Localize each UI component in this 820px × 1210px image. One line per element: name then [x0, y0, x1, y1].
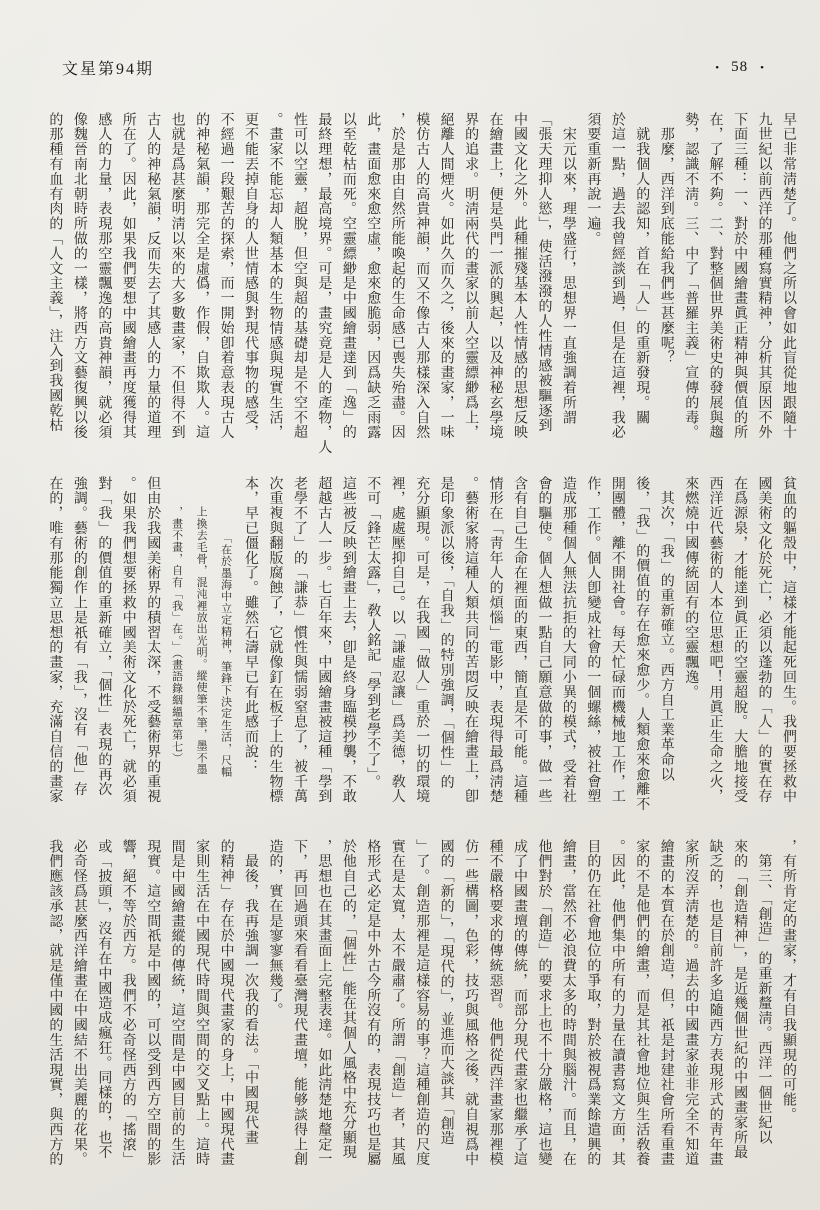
text-column: 其次，「我」的重新確立。西方自工業革命以	[658, 476, 674, 782]
journal-title: 文星第94期	[62, 61, 155, 78]
text-column: 格形式必定是中外古今所沒有的，表現技巧也是屬	[365, 839, 381, 1167]
text-column: 開團體，離不開社會。每天忙碌而機械地工作，工	[609, 476, 625, 804]
text-column: 的精神」存在於中國現代畫家的身上，中國現代畫	[218, 839, 234, 1167]
text-column: 在的，唯有那能獨立思想的畫家，充滿自信的畫家	[47, 476, 63, 804]
text-column: 這些被反映到繪畫上去，卽是終身臨模抄襲，不敢	[340, 476, 356, 804]
text-column: 或「披頭」，沒有在中國造成瘋狂。同樣的，也不	[96, 839, 112, 1160]
text-column: 間是中國繪畫縱的傳統，這空間是中國目前的生活	[169, 839, 185, 1167]
page-header	[62, 56, 770, 79]
text-column: 超越古人一步。七百年來，中國繪畫被這種「學到	[316, 476, 332, 804]
text-column: 家的不是他們的繪畫，而是其社會地位與生活敎養	[634, 839, 650, 1167]
text-column: 上換去毛骨，混沌裡放出光明。縱使筆不筆，墨不墨	[195, 506, 208, 776]
text-column: 早已非常淸楚了。他們之所以會如此盲從地跟隨十	[781, 112, 796, 440]
text-column: 次重複與翻版腐蝕了，它就像釘在板子上的生物標	[267, 476, 283, 804]
text-column: 下面三種：一、對於中國繪畫眞正精神與價值的所	[732, 112, 748, 440]
text-column: 老學不了」的「謙恭」慣性與懦弱窒息了，被千萬	[291, 476, 307, 804]
text-column: 作，工作。個人卽變成社會的一個螺絲，被社會塑	[585, 476, 601, 804]
text-column: 的那種有血有肉的「人文主義」，注入到我國乾枯	[47, 112, 63, 433]
text-column: 裡，處處壓抑自己。以「謙虛忍讓」爲美德，敎人	[389, 476, 405, 804]
text-column: 在繪畫上，便是吳門一派的興起，以及神秘玄學境	[487, 112, 503, 440]
text-column: 必奇怪爲甚麼西洋繪畫在中國結不出美麗的花果。	[71, 839, 87, 1167]
text-column: 含有自己生命在裡面的東西，簡直是不可能。這種	[512, 476, 528, 804]
text-column: 情形在「靑年人的煩惱」電影中，表現得最爲淸楚	[487, 476, 503, 804]
text-column: 也就是爲甚麼明淸以來的大多數畫家，不但得不到	[169, 112, 185, 440]
text-column: 但由於我國美術界的積習太深，不受藝術界的重視	[145, 476, 161, 804]
text-column: 須要重新再說一遍。	[585, 112, 601, 247]
text-column: 家所沒弄淸楚的。過去的中國畫家並非完全不知道	[683, 839, 699, 1167]
text-column: 「張天理抑人慾」，使活潑潑的人性情感被驅逐到	[536, 112, 552, 433]
text-column: 。因此，他們集中所有的力量在讀書寫文方面，其	[609, 839, 625, 1167]
text-column: 感人的力量，表現那空靈飄逸的高貴神韻，就必須	[96, 112, 112, 440]
text-column: 會的驅使。個人想做一點自己願意做的事，做一些	[536, 476, 552, 804]
text-column: 不可「鋒芒太露」，敎人銘記「學到老學不了」。	[365, 476, 381, 790]
text-column: 於他自己的，「個性」能在其個人風格中充分顯現	[340, 839, 356, 1160]
text-column: 目的仍在社會地位的爭取，對於被視爲業餘遣興的	[585, 839, 601, 1167]
text-column: 所在了。因此，如果我們要想中國繪畫再度獲得其	[120, 112, 136, 440]
text-column: 性可以空靈，超脫，但空與超的基礎却是不空不超	[291, 112, 307, 440]
text-column: 國美術文化於死亡，必須以蓬勃的「人」的實在存	[756, 476, 772, 804]
page-number-dot-right: •	[760, 61, 764, 74]
text-column: 本，早已僵化了。雖然石濤早已有此感而說：	[243, 476, 259, 774]
text-column: 在爲源泉，才能達到眞正的空靈超脫。大膽地接受	[732, 476, 748, 804]
text-column: 模仿古人的高貴神韻，而又不像古人那樣深入自然	[414, 112, 430, 440]
text-column: 來燃燒中國傳統固有的空靈飄逸。	[683, 476, 699, 700]
text-column: 此，畫面愈來愈空虛，愈來愈脆弱，因爲缺乏雨露	[365, 112, 381, 440]
text-column: 他們對於「創造」的要求上也不十分嚴格，這也變	[536, 839, 552, 1167]
text-column: 那麼，西洋到底能給我們些甚麼呢？	[658, 112, 674, 366]
text-column: 的神秘氣韻，那完全是虛僞，作假，自欺欺人。這	[194, 112, 210, 440]
text-column: 國的「新的」，「現代的」，並進而大談其「創造	[438, 839, 454, 1146]
page-number: 58	[731, 59, 749, 75]
text-column: 實在是太寬，太不嚴肅了。所謂「創造」者，其風	[389, 839, 405, 1167]
text-column: 響，絕不等於西方。我們不必奇怪西方的「搖滾」	[120, 839, 136, 1167]
text-column: 第三、「創造」的重新釐淸。西洋一個世紀以	[756, 839, 772, 1145]
text-column: 。藝術家將這種人類共同的苦悶反映在繪畫上，卽	[463, 476, 479, 804]
text-column: 現實。這空間祇是中國的，可以受到西方空間的影	[145, 839, 161, 1167]
text-column: 中國文化之外。此種摧殘基本人性情感的思想反映	[512, 112, 528, 440]
text-column: 對「我」的價值的重新確立，「個性」表現的再次	[96, 476, 112, 797]
text-column: 於這一點，過去我曾經談到過，但是在這裡，我必	[609, 112, 625, 440]
text-column: 宋元以來，理學盛行，思想界一直強調着所謂	[560, 112, 576, 425]
text-column: ，畫不畫，自有「我」在。」（畫語錄絪縕章第七）	[170, 506, 183, 765]
text-column: 造成那種個人無法抗拒的大同小異的模式，受着社	[560, 476, 576, 804]
text-column: 在，了解不夠。二、對整個世界美術史的發展與趨	[707, 112, 723, 440]
text-column: 是印象派以後，「自我」的特別強調，「個性」的	[438, 476, 454, 790]
text-column: 九世紀以前西洋的那種寫實精神，分析其原因不外	[756, 112, 772, 440]
text-column: 」了。創造那裡是這樣容易的事？這種創造的尺度	[414, 839, 430, 1167]
text-column: 缺乏的，也是目前許多追隨西方表現形式的靑年畫	[707, 839, 723, 1167]
text-column: 造的，實在是寥寥無幾了。	[267, 839, 283, 1018]
text-column: 絕離人間煙火。如此久而久之，後來的畫家，一味	[438, 112, 454, 440]
text-column: 種不嚴格要求的傳統惡習。他們從西洋畫家那裡模	[487, 839, 503, 1167]
text-band-bottom	[42, 839, 800, 1173]
text-column: 下，再回過頭來看看臺灣現代畫壇，能够談得上創	[291, 839, 307, 1167]
text-column: 成了中國畫壇的傳統，而部分現代畫家也繼承了這	[512, 839, 528, 1167]
text-column: 後，「我」的價值的存在愈來愈少。人類愈來愈離不	[634, 476, 650, 812]
text-column: 最後，我再強調一次我的看法。「中國現代畫	[243, 839, 259, 1145]
text-column: 充分顯現。可是，在我國「做人」重於一切的環境	[414, 476, 430, 804]
text-column: 來的「創造精神」，是近幾個世紀的中國畫家所最	[732, 839, 748, 1160]
text-column: ，有所肯定的畫家，才有自我顯現的可能。	[781, 839, 796, 1123]
text-column: 就我個人的認知，首在「人」的重新發現。關	[634, 112, 650, 425]
text-band-middle	[42, 476, 800, 810]
text-column: 古人的神秘氣韻，反而失去了其感人的力量的道理	[145, 112, 161, 440]
text-band-top	[42, 112, 800, 455]
text-column: 。畫家不能忘却人類基本的生物情感與現實生活，	[267, 112, 283, 440]
text-column: 界的追求。明淸兩代的畫家以前人空靈縹緲爲上，	[463, 112, 479, 440]
text-column: 強調。藝術的創作上是祇有「我」，沒有「他」存	[71, 476, 87, 797]
text-column: 以至乾枯而死。空靈縹緲是中國繪畫達到「逸」的	[340, 112, 356, 440]
text-column: 不經過一段艱苦的探索，而一開始卽着意表現古人	[218, 112, 234, 440]
text-column: 西洋近代藝術的人本位思想吧！用眞正生命之火，	[707, 476, 723, 804]
text-column: 勢，認識不淸。三、中了「普羅主義」宣傳的毒。	[683, 112, 699, 440]
text-column: 像魏晉南北朝時所做的一樣，將西方文藝復興以後	[71, 112, 87, 440]
text-column: ，於是那由自然所能喚起的生命感已喪失殆盡。因	[389, 112, 405, 440]
page-number-dot-left: •	[715, 61, 720, 74]
text-column: 最終理想，最高境界。可是，畫究竟是人的產物，人	[316, 112, 332, 455]
text-column: 。如果我們想要拯救中國美術文化於死亡，就必須	[120, 476, 136, 804]
text-column: 更不能丟掉自身的人世情感與對現代事物的感受，	[243, 112, 259, 440]
text-column: 貧血的軀殼中，這樣才能起死回生。我們要拯救中	[781, 476, 796, 804]
text-column: 「在於墨海中立定精神，筆鋒下決定生活，尺幅	[219, 532, 232, 778]
text-column: 家則生活在中國現代時間與空間的交叉點上。這時	[194, 839, 210, 1167]
text-column: 繪畫，當然不必浪費太多的時間與腦汁。而且，在	[560, 839, 576, 1167]
text-column: 仿一些構圖，色彩，技巧與風格之後，就自視爲中	[463, 839, 479, 1167]
text-column: ，思想也在其畫面上完整表達。如此淸楚地釐定一	[316, 839, 332, 1167]
text-column: 繪畫的本質在於創造，但，祇是封建社會所看重畫	[658, 839, 674, 1167]
text-column: 我們應該承認，就是僅中國的生活現實，與西方的	[47, 839, 63, 1167]
page-number-group	[715, 59, 764, 76]
